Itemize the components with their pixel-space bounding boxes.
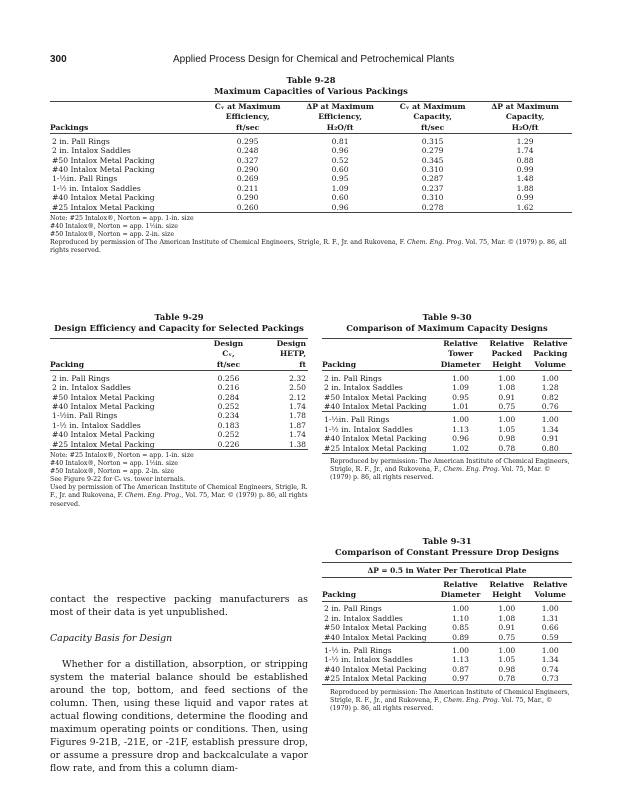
table-row: #40 Intalox Metal Packing 0.290 0.60 0.310 0.99 [52,193,534,203]
table-row: 2 in. Intalox Saddles 0.216 2.50 [52,383,306,393]
col-header: Relative [436,339,485,350]
data-table: Relative Relative Relative Packing Diameter Height Volume 2 in. Pall Rings 1.00 1.00 1.00 2 in. Intalox Saddles 1.10 1.08 1.31 #50 Intalox Metal Packing 0.85 0.91 0.66 #40 Intalox Metal Packing 0.89 0.75 0.59 1-½ in. Pall Rings 1.00 1.00 1.00 1-½ in. Intalox Saddles 1.13 1.05 1.34 #40 Intalox Metal Packing 0.87 0.98 0.74 #25 Intalox Metal Packing 0.97 0.78 0.73 [322,580,572,685]
col-header: Cᵥ at Maximum [387,102,478,113]
table-row: #25 Intalox Metal Packing 0.226 1.38 [52,439,306,449]
table-title: Maximum Capacities of Various Packings [214,86,408,96]
col-header: Relative [443,580,478,589]
table-9-29 [50,312,308,509]
table-9-30 [322,312,572,482]
body-text [50,593,308,775]
table-row: #25 Intalox Metal Packing 1.02 0.78 0.80 [322,444,572,454]
col-header: Cᵥ at Maximum [202,102,293,113]
table-row: #50 Intalox Metal Packing 0.327 0.52 0.345 0.88 [52,155,534,165]
col-header: Design [202,339,255,350]
table-number: Table 9-30 [422,312,472,322]
table-row: #40 Intalox Metal Packing 1.01 0.75 0.76 [322,402,572,412]
table-row: 2 in. Pall Rings 1.00 1.00 1.00 [324,604,559,614]
table-row: 1-½ in. Intalox Saddles 0.183 1.87 [52,420,306,430]
col-header: ΔP at Maximum [293,102,387,113]
data-table: Relative Relative Relative Tower Packed Packing Packing Diameter Height Volume 2 in. Pall Rings 1.00 1.00 1.00 2 in. Intalox Saddles 1.09 1.08 1.28 #50 Intalox Metal Packing 0.95 0.91 0.82 #40 Intalox Metal Packing 1.01 0.75 0.76 1-½in. Pall Rings 1.00 1.00 1.00 1-½ in. Intalox Saddles 1.13 1.05 1.34 #40 Intalox Metal Packing 0.96 0.98 0.91 #25 Intalox Metal Packing 1.02 0.78 0.80 [322,338,572,454]
table-title: Design Efficiency and Capacity for Selected Packings [54,323,304,333]
reproduction-credit: Reproduced by permission: The American Institute of Chemical Engineers, Strigle, R. F., Jr., and Rukovena, F., Chem. Eng. Prog. Vol. 75, Mar., © (1979) p. 86, all rights reserved. [330,688,570,712]
table-row: #40 Intalox Metal Packing 0.290 0.60 0.310 0.99 [52,164,534,174]
table-row: 2 in. Intalox Saddles 0.248 0.96 0.279 1.74 [52,146,534,156]
table-notes [322,689,572,713]
table-9-31 [322,536,572,713]
col-header-packing: Packing [50,360,202,371]
table-row: 1-½ in. Intalox Saddles 1.13 1.05 1.34 [324,424,559,434]
data-table: Design Design Cᵥ, HETP, Packing ft/sec ft 2 in. Pall Rings 0.256 2.32 2 in. Intalox Saddles 0.216 2.50 #50 Intalox Metal Packing 0.284 2.12 #40 Intalox Metal Packing 0.252 1.74 1-½in. Pall Rings 0.234 1.78 1-½ in. Intalox Saddles 0.183 1.87 #40 Intalox Metal Packing 0.252 1.74 #25 Intalox Metal Packing 0.226 1.38 [50,339,306,449]
table-row: 1-½ in. Intalox Saddles 1.13 1.05 1.34 [324,655,559,665]
table-row: #50 Intalox Metal Packing 0.85 0.91 0.66 [324,623,559,633]
table-title: Comparison of Constant Pressure Drop Designs [334,547,560,557]
table-notes: Note: #25 Intalox®, Norton = app. 1-in. size #40 Intalox®, Norton = app. 1½in. size #50 Intalox®, Norton = app. 2-in. size Reproduced by permission of The American Institute of Chemical Engineers, Strigle, R. F., Jr. and Rukovena, F. Chem. Eng. Prog. Vol. 75, Mar. © (1979) p. 86, all rights reserved. [50,215,572,255]
table-row: #50 Intalox Metal Packing 0.95 0.91 0.82 [324,392,559,402]
col-header: Relative [489,580,525,589]
reproduction-credit: Reproduced by permission: The American Institute of Chemical Engineers, Strigle, R. F., Jr., and Rukovena, F., Chem. Eng. Prog. Vol. 75, Mar. © (1979) p. 86, all rights reserved. [330,457,570,482]
page-number: 300 [50,54,67,65]
table-row: 2 in. Pall Rings 1.00 1.00 1.00 [324,373,559,383]
table-row: #40 Intalox Metal Packing 0.87 0.98 0.74 [324,664,559,674]
reproduction-credit: Used by permission of The American Institute of Chemical Engineers, Strigle, R. F., Jr. and Rukovena, F. Chem. Eng. Prog., Vol. 75, Mar. © (1979) p. 86, all rights reserved. [50,484,308,508]
intro-paragraph: contact the respective packing manufacturers as most of their data is yet unpublished. [50,594,308,618]
table-notes: Note: #25 Intalox®, Norton = app. 1-in. size #40 Intalox®, Norton = app. 1½in. size #50 Intalox®, Norton = app. 2-in. size See Figure 9-22 for Cᵥ vs. tower internals. Used by permission of The American Institute of Chemical Engineers, Strigle, R. F., Jr. and Rukovena, F. Chem. Eng. Prog., Vol. 75, Mar. © (1979) p. 86, all rights reserved. [50,451,308,508]
table-row: #40 Intalox Metal Packing 0.252 1.74 [52,401,306,411]
col-header-packings: Packings [50,123,202,134]
table-row: #40 Intalox Metal Packing 0.252 1.74 [52,430,306,440]
reproduction-credit: Reproduced by permission of The American Institute of Chemical Engineers, Strigle, R. F., Jr. and Rukovena, F. Chem. Eng. Prog. Vol. 75, Mar. © (1979) p. 86, all rights reserved. [50,239,567,255]
table-row: 2 in. Intalox Saddles 1.09 1.08 1.28 [324,383,559,393]
col-header: ΔP at Maximum [478,102,572,113]
table-title: Comparison of Maximum Capacity Designs [346,323,548,333]
table-row: #40 Intalox Metal Packing 0.89 0.75 0.59 [322,633,572,643]
table-row: #25 Intalox Metal Packing 0.97 0.78 0.73 [322,674,572,684]
table-notes [322,458,572,482]
col-header-packing: Packing [322,360,436,371]
section-heading: Capacity Basis for Design [50,633,173,644]
body-paragraph: Whether for a distillation, absorption, or stripping system the material balance should be established around the top, bottom, and feed sections of the column. Then, using these liquid and vapor rates at actual flowing conditions, determine the flooding and maximum operating points or conditions. Then, using Figures 9-21B, -21E, or -21F, establish pressure drop, or assume a pressure drop and backcalculate a vapor flow rate, and from this a column diam- [50,659,308,774]
table-number: Table 9-31 [422,536,472,546]
col-header: Relative [532,580,568,589]
table-row: 1-½ in. Intalox Saddles 0.211 1.09 0.237 1.88 [52,183,534,193]
col-header: Relative [485,339,528,350]
table-number: Table 9-28 [286,75,336,85]
data-table: Cᵥ at Maximum ΔP at Maximum Cᵥ at Maximum ΔP at Maximum Efficiency, Efficiency, Capacity, Capacity, Packings ft/sec H₂O/ft ft/sec H₂O/ft 2 in. Pall Rings 0.295 0.81 0.315 1.29 2 in. Intalox Saddles 0.248 0.96 0.279 1.74 #50 Intalox Metal Packing 0.327 0.52 0.345 0.88 #40 Intalox Metal Packing 0.290 0.60 0.310 0.99 1-½in. Pall Rings 0.269 0.95 0.287 1.48 1-½ in. Intalox Saddles 0.211 1.09 0.237 1.88 #40 Intalox Metal Packing 0.290 0.60 0.310 0.99 #25 Intalox Metal Packing 0.260 0.96 0.278 1.62 [50,101,572,213]
table-row: 2 in. Pall Rings 0.295 0.81 0.315 1.29 [52,136,534,146]
table-row: #25 Intalox Metal Packing 0.260 0.96 0.278 1.62 [50,203,572,213]
table-row: #50 Intalox Metal Packing 0.284 2.12 [52,392,306,402]
table-row: 1-½in. Pall Rings 0.234 1.78 [52,411,306,421]
table-9-28 [50,75,572,255]
col-header: Design [255,339,308,350]
book-title: Applied Process Design for Chemical and Petrochemical Plants [173,54,455,65]
col-header-packing: Packing [322,590,436,601]
table-row: 1-½ in. Pall Rings 1.00 1.00 1.00 [324,645,559,655]
table-number: Table 9-29 [154,312,204,322]
table-row: #40 Intalox Metal Packing 0.96 0.98 0.91 [324,434,559,444]
table-row: 2 in. Intalox Saddles 1.10 1.08 1.31 [324,613,559,623]
table-row: 2 in. Pall Rings 0.256 2.32 [52,373,306,383]
col-header: Relative [529,339,572,350]
table-row: 1-½in. Pall Rings 0.269 0.95 0.287 1.48 [52,174,534,184]
table-subtitle: ΔP = 0.5 in Water Per Therotical Plate [322,566,572,578]
table-row: 1-½in. Pall Rings 1.00 1.00 1.00 [324,415,559,425]
